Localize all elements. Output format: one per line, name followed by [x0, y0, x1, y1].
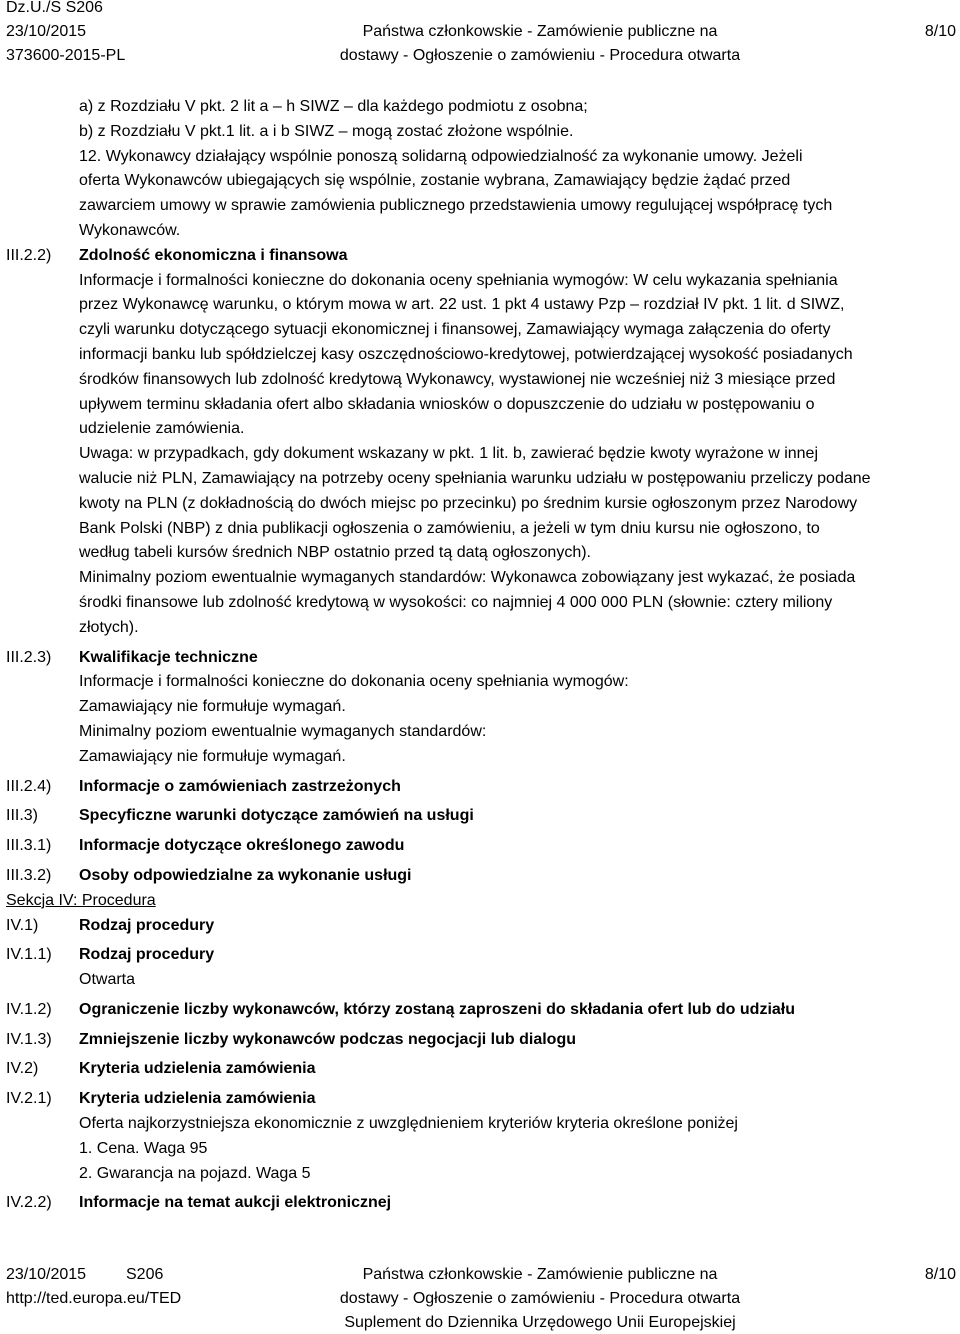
text-line: Uwaga: w przypadkach, gdy dokument wskazany w pkt. 1 lit. b, zawierać będzie kwoty wyrażone w innej — [79, 445, 819, 463]
header-date: 23/10/2015 — [6, 23, 87, 40]
text-line: Zamawiający nie formułuje wymagań. — [79, 747, 346, 765]
notice-id: 373600-2015-PL — [6, 47, 126, 64]
notice-row — [0, 244, 960, 641]
item-heading: Rodzaj procedury — [79, 946, 215, 964]
text-line: czyli warunku dotyczącego sytuacji ekonomicznej i finansowej, Zamawiający wymaga załączenia do oferty — [79, 321, 831, 339]
journal-reference: Dz.U./S S206 — [6, 0, 103, 16]
row-body — [79, 646, 954, 770]
item-heading: Osoby odpowiedzialne za wykonanie usługi — [79, 866, 412, 884]
text-line: środki finansowe lub zdolność kredytową w wysokości: co najmniej 4 000 000 PLN (słownie: cztery miliony — [79, 593, 833, 611]
text-line: 1. Cena. Waga 95 — [79, 1139, 208, 1157]
item-heading: Kwalifikacje techniczne — [79, 648, 258, 666]
text-line: środków finansowych lub zdolność kredytową Wykonawcy, wystawionej nie wcześniej niż 3 miesiące przed — [79, 370, 836, 388]
row-body — [79, 943, 954, 993]
section-code: III.3.2) — [6, 866, 52, 884]
section-code: III.3) — [6, 807, 39, 825]
text-line: Oferta najkorzystniejsza ekonomicznie z uwzględnieniem kryteriów kryteria określone poniżej — [79, 1115, 738, 1133]
notice-row — [0, 804, 960, 829]
item-heading: Specyficzne warunki dotyczące zamówień na usługi — [79, 807, 474, 825]
page-number: 8/10 — [924, 23, 956, 40]
footer-title-line1: Państwa członkowskie - Zamówienie publiczne na — [362, 1266, 718, 1283]
footer-page-number: 8/10 — [924, 1266, 956, 1283]
notice-row — [0, 1057, 960, 1082]
section-code: IV.1) — [6, 916, 39, 934]
text-line: Otwarta — [79, 971, 136, 989]
text-line: b) z Rozdziału V pkt.1 lit. a i b SIWZ – mogą zostać złożone wspólnie. — [79, 122, 574, 140]
item-heading: Informacje dotyczące określonego zawodu — [79, 837, 405, 855]
text-line: Informacje i formalności konieczne do dokonania oceny spełniania wymogów: — [79, 673, 629, 691]
row-body — [79, 1087, 954, 1186]
text-line: przez Wykonawcę warunku, o którym mowa w art. 22 ust. 1 pkt 4 ustawy Pzp – rozdział IV pkt. 1 lit. d SIWZ, — [79, 296, 845, 314]
notice-row — [0, 1028, 960, 1053]
text-line: Wykonawców. — [79, 221, 181, 239]
item-heading: Informacje o zamówieniach zastrzeżonych — [79, 777, 401, 795]
row-body — [79, 1191, 954, 1216]
notice-content — [0, 95, 960, 1216]
text-line: Bank Polski (NBP) z dnia publikacji ogłoszenia o zamówieniu, a jeżeli w tym dniu kursu nie ogłoszono, to — [79, 519, 820, 537]
text-line: Minimalny poziom ewentualnie wymaganych standardów: — [79, 722, 487, 740]
section-code: IV.1.1) — [6, 946, 52, 964]
section-code: IV.2.2) — [6, 1194, 52, 1212]
text-line: kwoty na PLN (z dokładnością do dwóch miejsc po przecinku) po średnim kursie ogłoszonym przez Narodowy — [79, 494, 858, 512]
text-line: 12. Wykonawcy działający wspólnie ponoszą solidarną odpowiedzialność za wykonanie umowy. Jeżeli — [79, 147, 803, 165]
text-line: walucie niż PLN, Zamawiający na potrzeby oceny spełniania warunku udziału w postępowaniu przeliczy podane — [79, 469, 871, 487]
row-body — [79, 914, 954, 939]
row-body — [79, 834, 954, 859]
row-body — [79, 1057, 954, 1082]
item-heading: Zdolność ekonomiczna i finansowa — [79, 246, 348, 264]
header-title-line2: dostawy - Ogłoszenie o zamówieniu - Procedura otwarta — [339, 47, 741, 64]
item-heading: Zmniejszenie liczby wykonawców podczas negocjacji lub dialogu — [79, 1030, 576, 1048]
footer-issue: S206 — [126, 1266, 164, 1283]
notice-row — [0, 864, 960, 889]
section-code: IV.1.2) — [6, 1000, 52, 1018]
item-heading: Informacje na temat aukcji elektronicznej — [79, 1194, 392, 1212]
footer-date: 23/10/2015 — [6, 1266, 87, 1283]
text-line: 2. Gwarancja na pojazd. Waga 5 — [79, 1164, 311, 1182]
section-code: IV.1.3) — [6, 1030, 52, 1048]
row-body — [79, 95, 954, 244]
text-line: złotych). — [79, 618, 139, 636]
row-body — [79, 775, 954, 800]
header-title-line1: Państwa członkowskie - Zamówienie publiczne na — [362, 23, 718, 40]
row-body — [79, 998, 954, 1023]
section-code: IV.2.1) — [6, 1090, 52, 1108]
item-heading: Ograniczenie liczby wykonawców, którzy zostaną zaproszeni do składania ofert lub do udziału — [79, 1000, 795, 1018]
text-line: a) z Rozdziału V pkt. 2 lit a – h SIWZ – dla każdego podmiotu z osobna; — [79, 98, 588, 115]
text-line: Minimalny poziom ewentualnie wymaganych standardów: Wykonawca zobowiązany jest wykazać, że posiada — [79, 569, 856, 587]
row-body — [79, 804, 954, 829]
notice-row — [0, 834, 960, 859]
row-body — [79, 864, 954, 889]
row-body — [79, 244, 954, 641]
notice-row — [0, 1191, 960, 1216]
section-code: IV.2) — [6, 1060, 39, 1078]
text-line: zawarciem umowy w sprawie zamówienia publicznego przedstawienia umowy regulującej współpracę tych — [79, 197, 833, 215]
footer-title-line3: Suplement do Dziennika Urzędowego Unii Europejskiej — [344, 1314, 736, 1331]
row-body — [79, 1028, 954, 1053]
footer-title-line2: dostawy - Ogłoszenie o zamówieniu - Procedura otwarta — [339, 1290, 741, 1307]
notice-row — [0, 1087, 960, 1186]
text-line: udzielenie zamówienia. — [79, 420, 245, 438]
footer-url-link[interactable]: http://ted.europa.eu/TED — [6, 1290, 182, 1307]
section-heading: Sekcja IV: Procedura — [6, 891, 156, 909]
text-line: Zamawiający nie formułuje wymagań. — [79, 698, 346, 716]
text-line: Informacje i formalności konieczne do dokonania oceny spełniania wymogów: W celu wykazania spełniania — [79, 271, 838, 289]
notice-row — [0, 914, 960, 939]
text-line: upływem terminu składania ofert albo składania wniosków o dopuszczenie do udziału w postępowaniu o — [79, 395, 815, 413]
notice-row — [0, 775, 960, 800]
notice-row — [0, 95, 960, 244]
section-code: III.3.1) — [6, 837, 52, 855]
item-heading: Kryteria udzielenia zamówienia — [79, 1090, 316, 1108]
item-heading: Kryteria udzielenia zamówienia — [79, 1060, 316, 1078]
notice-row — [0, 998, 960, 1023]
section-code: III.2.3) — [6, 648, 52, 666]
notice-row — [0, 646, 960, 770]
text-line: według tabeli kursów średnich NBP ostatnio przed tą datą ogłoszonych). — [79, 544, 591, 562]
item-heading: Rodzaj procedury — [79, 916, 215, 934]
section-code: III.2.2) — [6, 246, 52, 264]
section-code: III.2.4) — [6, 777, 52, 795]
notice-row — [0, 943, 960, 993]
text-line: informacji banku lub spółdzielczej kasy oszczędnościowo-kredytowej, potwierdzającej wysokość posiadanych — [79, 345, 853, 363]
text-line: oferta Wykonawców ubiegających się wspólnie, zostanie wybrana, Zamawiający będzie żądać przed — [79, 172, 791, 190]
